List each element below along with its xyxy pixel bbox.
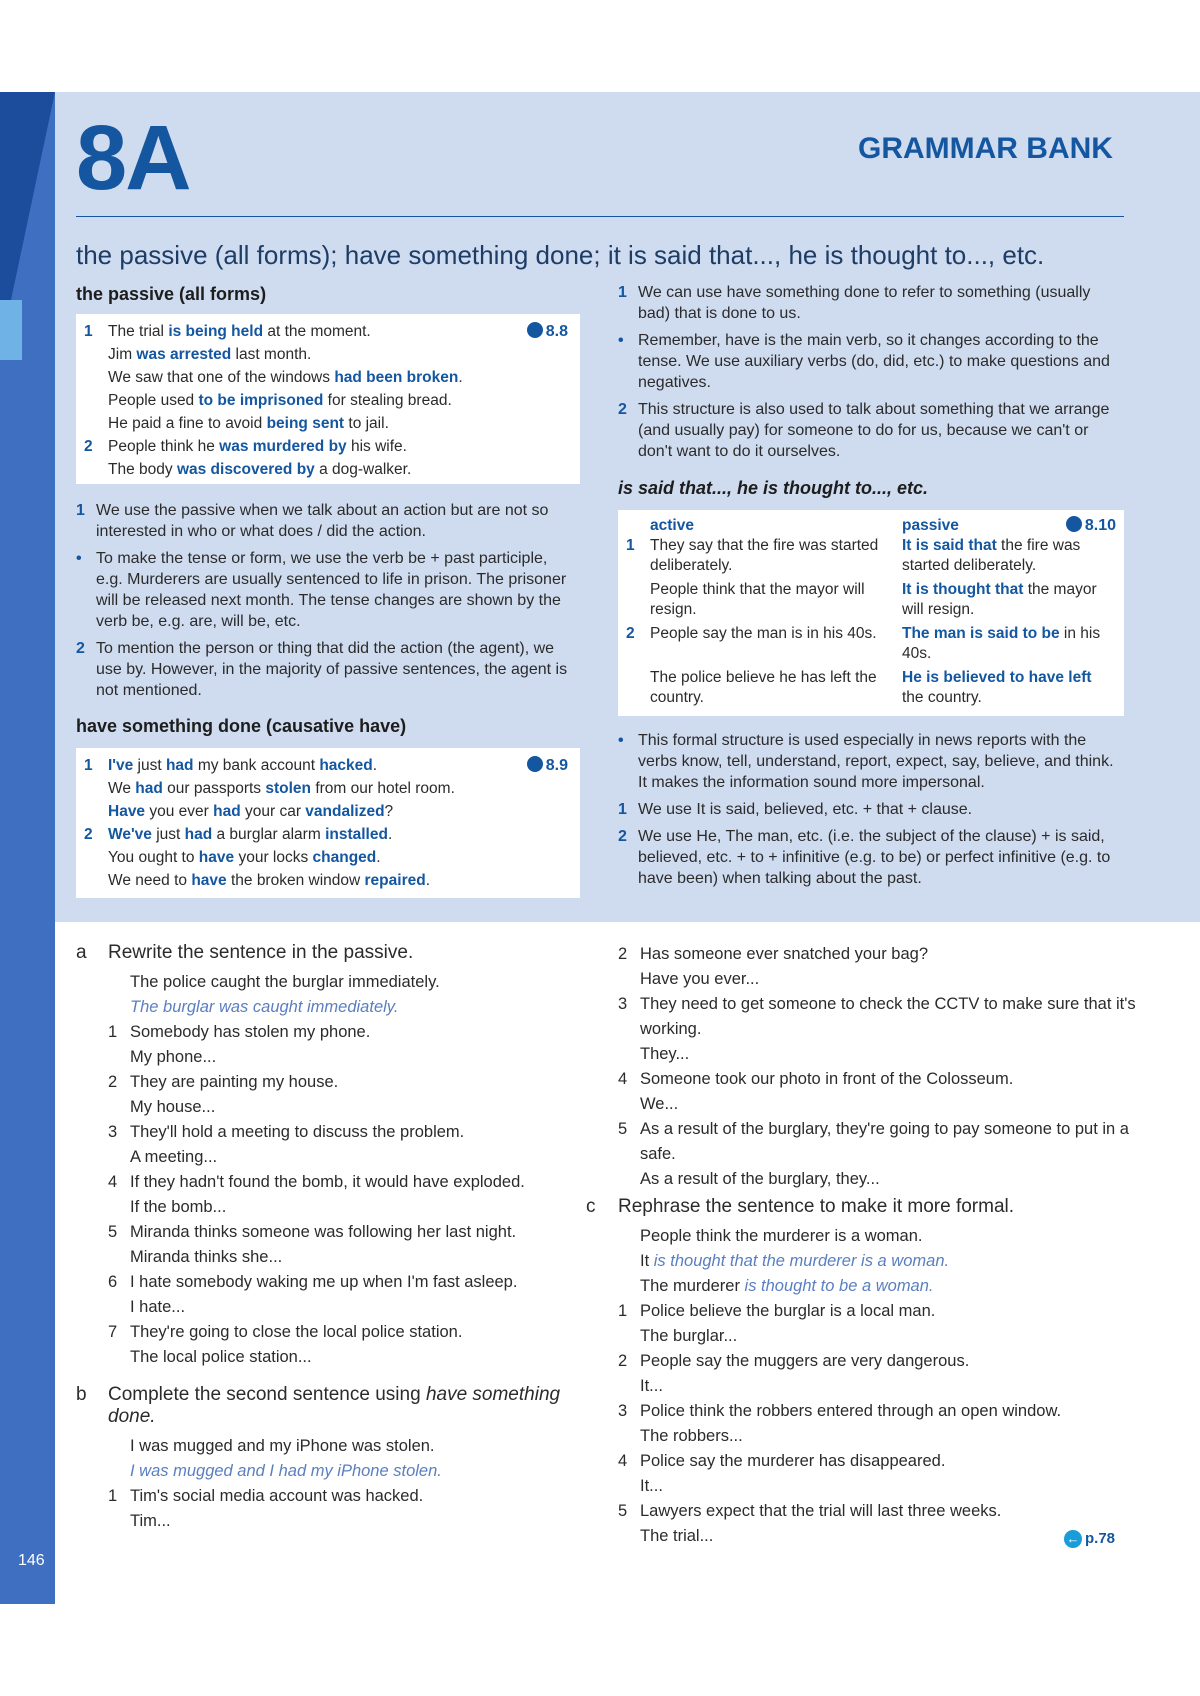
example-text: you ever [145,803,214,820]
example-text: from our hotel room. [311,780,455,797]
exercise-question-row [76,1070,596,1095]
item-number: 5 [618,1120,628,1138]
header-rule [76,216,1124,217]
example-text: ? [384,803,394,820]
item-question: They need to get someone to check the CCTV to make sure that it's working. [640,995,1136,1038]
example-text: your locks [234,849,313,866]
rule-note [618,330,1124,393]
example-number: 2 [84,826,93,843]
item-question: People say the muggers are very dangerous. [640,1352,970,1370]
example-answer-1 [586,1249,1158,1274]
highlighted-verb: stolen [265,780,312,797]
example-text: his wife. [346,438,407,455]
item-prompt[interactable]: A meeting... [130,1148,218,1166]
item-prompt[interactable]: The burglar... [640,1327,738,1345]
example-sentence: I was mugged and my iPhone was stolen. [130,1437,435,1455]
exercise-c [586,1196,1158,1549]
item-prompt[interactable]: As a result of the burglary, they... [640,1170,880,1188]
highlighted-verb: had [213,803,241,820]
section-label: GRAMMAR BANK [858,132,1113,165]
item-question: Police say the murderer has disappeared. [640,1452,946,1470]
exercise-question-row [586,1399,1158,1424]
item-number: 2 [618,945,628,963]
highlighted-verb: had [165,757,194,774]
exercise-a-body [76,970,596,1370]
rule-text: We can use have something done to refer to something (usually bad) that is done to us. [638,284,1091,322]
answer-text: is thought that the murderer is a woman. [653,1252,950,1270]
said-examples-box [618,510,1124,716]
item-prompt[interactable]: I hate... [130,1298,186,1316]
highlighted-verb: We've [108,826,152,843]
example-text: to jail. [344,415,389,432]
rule-note [618,282,1124,324]
item-number: 5 [618,1502,628,1520]
exercise-item [586,1349,1158,1399]
exercise-title: Rephrase the sentence to make it more formal. [618,1196,1015,1217]
exercise-item [586,1449,1158,1499]
example-text: my bank account [193,757,320,774]
exercise-question-row [76,1220,596,1245]
rule-note [618,799,1124,820]
example-text: He paid a fine to avoid [108,415,267,432]
item-prompt[interactable]: My phone... [130,1048,217,1066]
example-text: We [108,780,136,797]
item-prompt[interactable]: The trial... [640,1527,714,1545]
side-strip-accent [0,300,22,360]
page-number: 146 [18,1552,45,1569]
exercise-item [586,1299,1158,1349]
item-prompt[interactable]: We... [640,1095,679,1113]
highlighted-verb: hacked [319,757,373,774]
example-text: for stealing bread. [323,392,452,409]
rule-note [618,399,1124,462]
example-sentence: The police caught the burglar immediately. [130,973,440,991]
highlighted-verb: had [135,780,163,797]
exercise-b-continued [618,942,1158,1192]
example-line [84,389,580,412]
passive-sentence [902,668,1116,712]
example-line [84,366,580,389]
item-prompt[interactable]: Tim... [130,1512,171,1530]
said-row [626,536,1116,580]
item-number: 3 [618,995,628,1013]
example-text: a burglar alarm [212,826,326,843]
answer-lead: The murderer [640,1277,745,1295]
exercise-question-row [586,1299,1158,1324]
passive-title: the passive (all forms) [76,284,267,304]
exercise-item [76,1120,596,1170]
example-text: . [372,757,378,774]
item-number: 5 [108,1223,118,1241]
audio-track-label: 8.9 [545,757,568,774]
exercise-title: Complete the second sentence using [108,1384,426,1405]
example-text: just [151,826,185,843]
passive-structure: The man is said to be [902,625,1060,642]
example-answer-2 [586,1274,1158,1299]
exercise-item [76,1220,596,1270]
item-number: 1 [618,1302,628,1320]
active-sentence: The police believe he has left the country. [650,669,877,706]
item-prompt[interactable]: My house... [130,1098,216,1116]
highlighted-verb: had [184,826,213,843]
highlighted-verb: was discovered by [176,461,315,478]
rule-note [76,500,576,542]
passive-rest: the mayor will resign. [902,581,1097,618]
example-text: the broken window [226,872,365,889]
rule-text: Remember, have is the main verb, so it changes according to the tense. We use auxiliary verbs (do, did, etc.) to make questions and negatives. [638,332,1110,391]
item-number: 2 [618,1352,628,1370]
exercise-question-row [586,1117,1158,1167]
causative-notes [618,282,1124,468]
highlighted-verb: had been broken [334,369,459,386]
speaker-icon [527,322,543,338]
example-text: . [458,369,463,386]
rule-number: • [76,550,82,567]
rule-number: • [618,332,624,349]
example-text: at the moment. [263,323,371,340]
example-text: We saw that one of the windows [108,369,335,386]
exercise-letter: c [586,1196,596,1217]
highlighted-verb: to be imprisoned [198,392,324,409]
item-number: 6 [108,1273,118,1291]
example-sentence: People think the murderer is a woman. [640,1227,923,1245]
highlighted-verb: is being held [168,323,264,340]
back-reference-link[interactable] [1064,1530,1115,1548]
exercise-item [76,1020,596,1070]
highlighted-verb: changed [312,849,377,866]
exercise-c-items [586,1299,1158,1549]
rule-note [618,730,1124,793]
example-line [84,343,580,366]
item-question: Somebody has stolen my phone. [130,1023,371,1041]
passive-rest: in his 40s. [902,625,1101,662]
item-question: Someone took our photo in front of the Colosseum. [640,1070,1014,1088]
exercise-question-row [586,942,1158,967]
item-question: Miranda thinks someone was following her last night. [130,1223,517,1241]
example-number: 2 [84,438,93,455]
exercise-c-body [586,1224,1158,1549]
example-text: . [387,826,393,843]
exercise-question-row [586,1067,1158,1092]
exercise-a-items [76,1020,596,1370]
passive-structure: He is believed to have left [902,669,1092,686]
passive-notes [76,500,576,707]
rule-number: 1 [618,284,627,301]
highlighted-verb: vandalized [305,803,385,820]
item-question: Tim's social media account was hacked. [130,1487,424,1505]
item-question: Police think the robbers entered through an open window. [640,1402,1062,1420]
exercise-a-heading [76,942,596,964]
highlighted-verb: was murdered by [219,438,347,455]
rule-note [76,548,576,632]
audio-badge[interactable] [527,322,568,341]
example-line [84,869,580,892]
passive-examples-box [76,314,580,484]
unit-code: 8A [76,107,190,209]
example-text: We need to [108,872,192,889]
active-sentence: People say the man is in his 40s. [650,625,877,642]
passive-rest: the country. [902,689,982,706]
item-question: I hate somebody waking me up when I'm fast asleep. [130,1273,518,1291]
causative-examples-box [76,748,580,898]
example-text: a dog-walker. [314,461,412,478]
row-number: 1 [626,537,635,554]
active-sentence: People think that the mayor will resign. [650,581,865,618]
audio-badge[interactable] [527,756,568,775]
back-reference-label: p.78 [1085,1530,1116,1547]
exercise-item [76,1170,596,1220]
item-question: Police believe the burglar is a local man. [640,1302,936,1320]
col-active-header: active [650,517,694,534]
item-number: 2 [108,1073,118,1091]
speaker-icon [1066,516,1082,532]
exercise-question-row [586,1499,1158,1524]
item-question: Has someone ever snatched your bag? [640,945,929,963]
item-number: 7 [108,1323,118,1341]
item-number: 1 [108,1023,118,1041]
exercise-item [586,992,1158,1067]
active-sentence: They say that the fire was started deliberately. [650,537,879,574]
said-notes [618,730,1124,895]
exercise-b-heading [76,1384,596,1428]
passive-sentence [902,536,1116,580]
item-prompt[interactable]: It... [640,1377,663,1395]
exercise-question-row [76,1020,596,1045]
rule-text: To mention the person or thing that did the action (the agent), we use by. However, in the majority of passive sentences, the agent is not mentioned. [96,640,568,699]
item-number: 3 [108,1123,118,1141]
exercise-item [586,942,1158,992]
highlighted-verb: I've [108,757,134,774]
rule-number: 1 [76,502,85,519]
audio-track-label: 8.10 [1084,517,1116,534]
example-line [84,800,580,823]
rule-text: We use the passive when we talk about an action but are not so interested in who or what does / did the action. [96,502,549,540]
exercise-item [76,1070,596,1120]
row-number [626,668,650,712]
rule-text: We use It is said, believed, etc. + that + clause. [638,801,973,818]
example-answer: I was mugged and I had my iPhone stolen. [130,1462,442,1480]
said-row [626,668,1116,712]
example-text: The trial [108,323,169,340]
answer-text: is thought to be a woman. [744,1277,934,1295]
exercise-question-row [76,1120,596,1145]
causative-examples-list [76,748,580,892]
exercise-title-italic: have something done. [108,1384,561,1427]
item-number: 4 [618,1070,628,1088]
exercise-letter: a [76,942,87,963]
rule-note [618,826,1124,889]
item-question: If they hadn't found the bomb, it would have exploded. [130,1173,525,1191]
example-text: last month. [231,346,312,363]
exercise-b [76,1384,596,1534]
exercise-question-row [76,1320,596,1345]
example-text: our passports [162,780,266,797]
item-prompt[interactable]: If the bomb... [130,1198,227,1216]
passive-examples-list [76,314,580,481]
exercise-title: Rewrite the sentence in the passive. [108,942,414,963]
exercise-item [76,1320,596,1370]
rule-text: This formal structure is used especially in news reports with the verbs know, tell, understand, report, expect, say, believe, and think. It makes the information sound more impersonal. [638,732,1114,791]
example-text: . [376,849,381,866]
highlighted-verb: installed [325,826,388,843]
exercise-item [586,1067,1158,1117]
exercise-question-row [76,1484,596,1509]
item-number: 4 [618,1452,628,1470]
example-text: Jim [108,346,137,363]
example-text: your car [240,803,306,820]
example-line [84,777,580,800]
example-number: 1 [84,757,93,774]
highlighted-verb: have [191,872,227,889]
passive-rest: the fire was started deliberately. [902,537,1081,574]
rule-note [76,638,576,701]
passive-structure: It is said that [902,537,997,554]
item-prompt[interactable]: Have you ever... [640,970,760,988]
item-question: They'll hold a meeting to discuss the problem. [130,1123,465,1141]
item-prompt[interactable]: The local police station... [130,1348,312,1366]
row-number: 2 [626,625,635,642]
example-line [84,412,580,435]
exercise-question-row [76,1170,596,1195]
example-line [84,320,580,343]
rule-number: 2 [618,401,627,418]
example-text: People used [108,392,199,409]
said-title: is said that..., he is thought to..., etc. [618,478,929,498]
exercise-question-row [586,1449,1158,1474]
item-question: As a result of the burglary, they're going to pay someone to put in a safe. [640,1120,1129,1163]
example-line [84,435,580,458]
exercise-b-items [76,1484,596,1534]
back-arrow-icon: ← [1064,1530,1082,1548]
highlighted-verb: Have [108,803,146,820]
item-prompt[interactable]: Miranda thinks she... [130,1248,283,1266]
exercise-b-items-continued [586,942,1158,1192]
rule-number: 1 [618,801,627,818]
said-table [626,516,1116,712]
rule-text: To make the tense or form, we use the verb be + past participle, e.g. Murderers are usually sentenced to life in prison. The prisoner will be released next month. The tense changes are shown by the verb be, e.g. are, will be, etc. [96,550,567,630]
item-prompt[interactable]: It... [640,1477,663,1495]
said-row [626,624,1116,668]
exercise-item [76,1270,596,1320]
exercise-item [76,1484,596,1534]
rule-number: • [618,732,624,749]
item-question: They're going to close the local police station. [130,1323,463,1341]
exercise-question-row [586,1349,1158,1374]
col-passive-label: passive [902,517,959,534]
passive-sentence [902,580,1116,624]
causative-title: have something done (causative have) [76,716,407,736]
passive-sentence [902,624,1116,668]
exercise-a [76,942,596,1370]
highlighted-verb: being sent [266,415,345,432]
speaker-icon [527,756,543,772]
exercise-question-row [76,1270,596,1295]
audio-track-label: 8.8 [545,323,568,340]
exercise-letter: b [76,1384,87,1405]
rule-number: 2 [618,828,627,845]
example-number: 1 [84,323,93,340]
example-line [84,846,580,869]
item-question: Lawyers expect that the trial will last three weeks. [640,1502,1002,1520]
example-text: just [133,757,166,774]
answer-lead: It [640,1252,654,1270]
item-number: 3 [618,1402,628,1420]
col-passive-header [902,516,1116,536]
highlighted-verb: repaired [364,872,426,889]
exercise-question-row [586,992,1158,1042]
item-number: 1 [108,1487,118,1505]
rule-text: We use He, The man, etc. (i.e. the subject of the clause) + is said, believed, etc. + to + infinitive (e.g. to be) or perfect infinitive (e.g. to have been) when talking about the past. [638,828,1111,887]
example-answer: The burglar was caught immediately. [130,998,399,1016]
rule-text: This structure is also used to talk about something that we arrange (and usually pay) for someone to do for us, because we can't or don't want to do it ourselves. [638,401,1110,460]
page-heading: the passive (all forms); have something done; it is said that..., he is thought to..., etc. [76,240,1045,270]
example-line [84,458,580,481]
passive-structure: It is thought that [902,581,1024,598]
exercise-item [586,1399,1158,1449]
example-text: People think he [108,438,220,455]
audio-badge[interactable] [1066,516,1116,536]
example-line [84,754,580,777]
exercise-c-heading [586,1196,1126,1218]
highlighted-verb: was arrested [136,346,232,363]
row-number [626,580,650,624]
exercise-b-body [76,1434,596,1534]
exercise-item [586,1117,1158,1192]
example-line [84,823,580,846]
said-rows [626,536,1116,712]
highlighted-verb: have [198,849,235,866]
example-text: You ought to [108,849,199,866]
example-text: . [425,872,430,889]
item-question: They are painting my house. [130,1073,339,1091]
rule-number: 2 [76,640,85,657]
item-prompt[interactable]: The robbers... [640,1427,743,1445]
item-prompt[interactable]: They... [640,1045,690,1063]
item-number: 4 [108,1173,118,1191]
said-row [626,580,1116,624]
example-text: The body [108,461,177,478]
